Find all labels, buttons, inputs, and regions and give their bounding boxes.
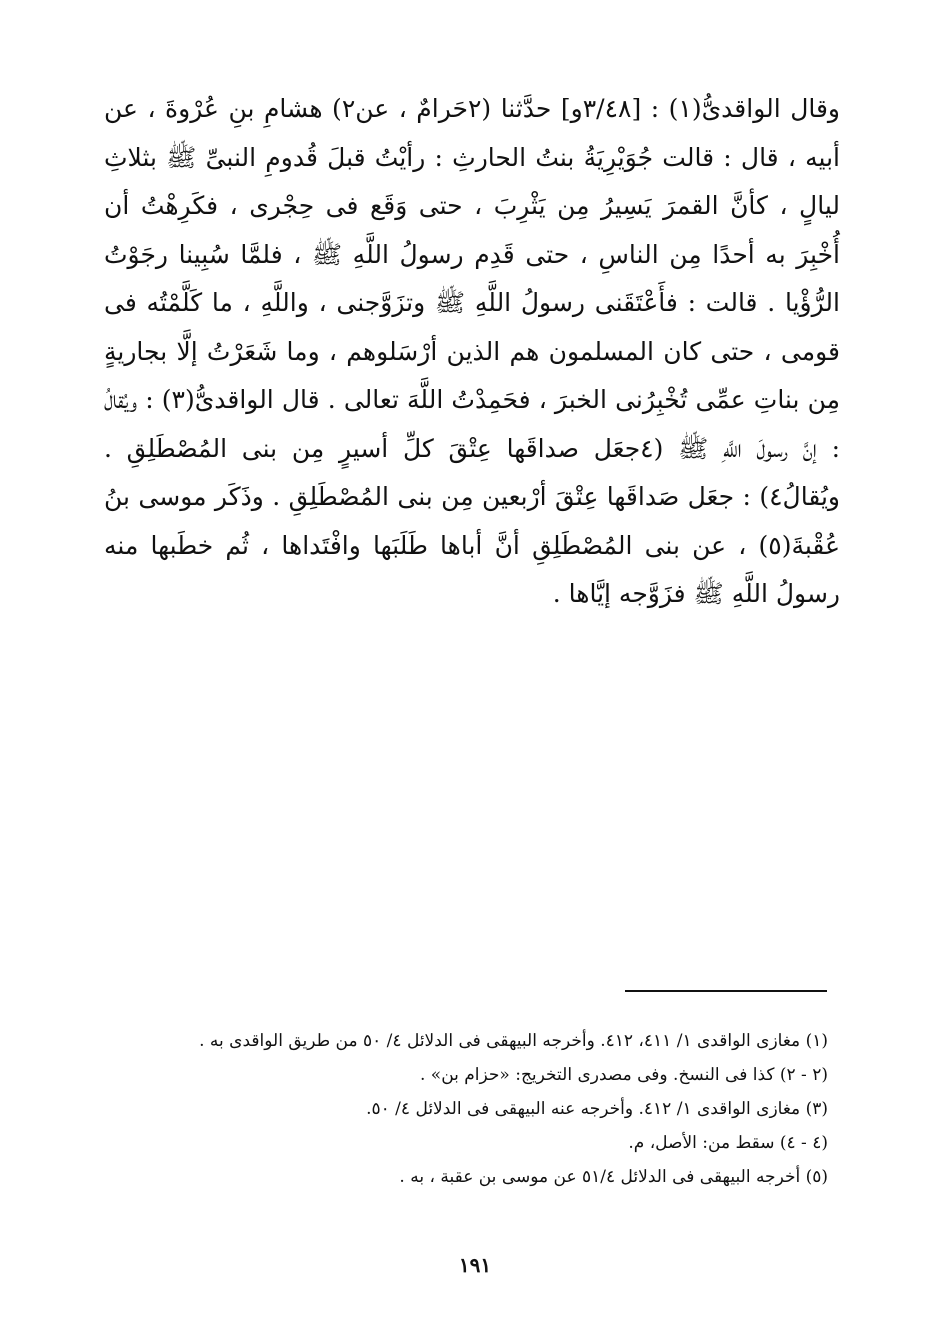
footnote-separator — [625, 990, 827, 992]
footnote-4: (٤ - ٤) سقط من: الأصل، م. — [628, 1133, 828, 1153]
page-number: ١٩١ — [458, 1253, 492, 1277]
main-paragraph: وقال الواقدىُّ(١) : [٣/٤٨و] حدَّثنا (٢حَرامٌ ، عن٢) هشامِ بنِ عُرْوةَ ، عن أبيه ، قال : قالت جُوَيْرِيَةُ بنتُ الحارثِ : رأيْتُ قبلَ قُدومِ النبىِّ ﷺ بثلاثِ ليالٍ ، كأنَّ القمرَ يَسِيرُ مِن يَثْرِبَ ، حتى وَقَع فى حِجْرى ، فكَرِهْتُ أن أُخْبِرَ به أحدًا مِن الناسِ ، حتى قَدِم رسولُ اللَّهِ ﷺ ، فلمَّا سُبِينا رجَوْتُ الرُّؤْيا . قالت : فأَعْتَقَنى رسولُ اللَّهِ ﷺ وتزَوَّجنى ، واللَّهِ ، ما كَلَّمْتُه فى قومى ، حتى كان المسلمون هم الذين أرْسَلوهم ، وما شَعَرْتُ إلَّا بجاريةٍ مِن بناتِ عمِّى تُخْبِرُنى الخبرَ ، فحَمِدْتُ اللَّهَ تعالى . قال الواقدىُّ(٣) : ويُقالُ : إنَّ رسولَ اللَّهِ ﷺ (٤جعَل صداقَها عِتْقَ كلِّ أسيرٍ مِن بنى المُصْطَلِقِ . ويُقالُ٤) : جعَل صَداقَها عِتْقَ أرْبعين مِن بنى المُصْطَلِقِ . وذَكَر موسى بنُ عُقْبةَ(٥) ، عن بنى المُصْطَلِقِ أنَّ أباها طَلَبَها وافْتَداها ، ثُم خطَبها منه رسولُ اللَّهِ ﷺ فزَوَّجه إيَّاها . — [104, 94, 840, 608]
footnote-2: (٢ - ٢) كذا فى النسخ. وفى مصدرى التخريج: «حزام بن» . — [420, 1065, 828, 1085]
footnote-3: (٣) مغازى الواقدى ١/ ٤١٢. وأخرجه عنه البيهقى فى الدلائل ٤/ ٥٠. — [366, 1099, 828, 1119]
footnote-5: (٥) أخرجه البيهقى فى الدلائل ٥١/٤ عن موسى بن عقبة ، به . — [399, 1167, 828, 1187]
footnote-1: (١) مغازى الواقدى ١/ ٤١١، ٤١٢. وأخرجه البيهقى فى الدلائل ٤/ ٥٠ من طريق الواقدى به . — [199, 1031, 828, 1051]
main-text-block — [104, 85, 840, 619]
footnotes-list — [100, 1024, 828, 1194]
